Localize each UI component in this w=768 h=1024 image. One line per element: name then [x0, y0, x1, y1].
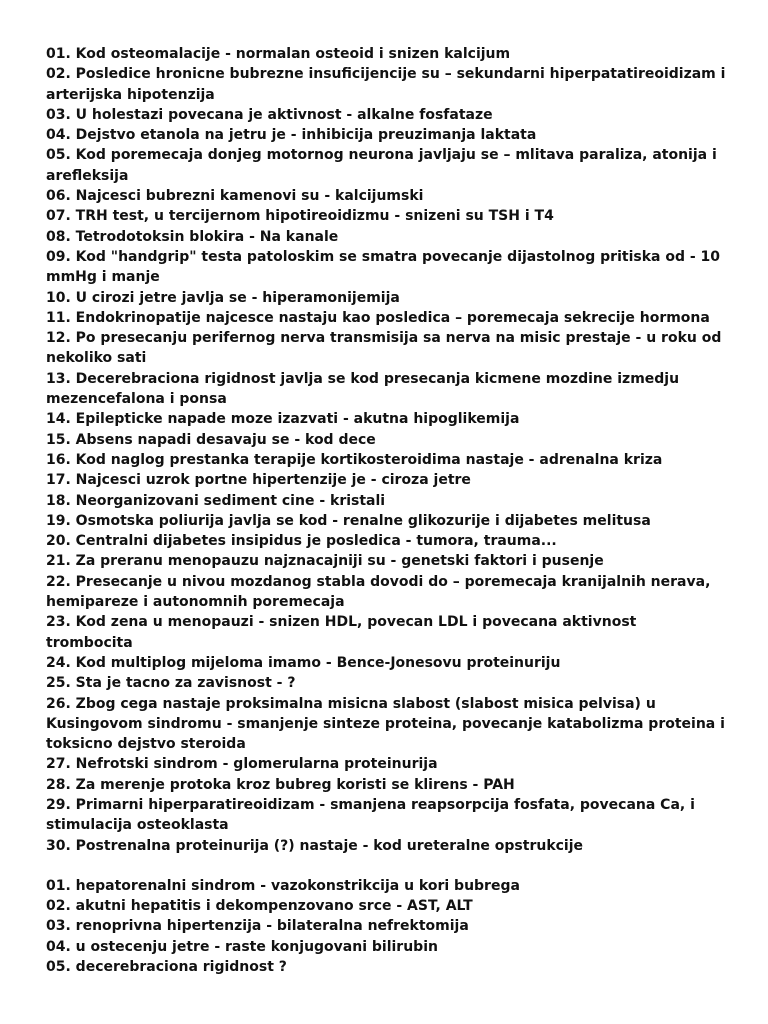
section-gap [46, 856, 726, 876]
list-item: 11. Endokrinopatije najcesce nastaju kao posledica – poremecaja sekrecije hormona [46, 309, 710, 326]
list-item: 03. renoprivna hipertenzija - bilateralna nefrektomija [46, 918, 469, 935]
list-item: 21. Za preranu menopauzu najznacajniji su - genetski faktori i pusenje [46, 553, 604, 570]
list-item: 16. Kod naglog prestanka terapije kortikosteroidima nastaje - adrenalna kriza [46, 451, 663, 468]
list-item: 25. Sta je tacno za zavisnost - ? [46, 675, 296, 692]
list-item: 13. Decerebraciona rigidnost javlja se kod presecanja kicmene mozdine izmedju mezencefalona i ponsa [46, 370, 684, 408]
list-item: 19. Osmotska poliurija javlja se kod - renalne glikozurije i dijabetes melitusa [46, 512, 651, 529]
list-item: 01. Kod osteomalacije - normalan osteoid i snizen kalcijum [46, 46, 511, 62]
list-item: 08. Tetrodotoksin blokira - Na kanale [46, 228, 339, 245]
list-item: 17. Najcesci uzrok portne hipertenzije je - ciroza jetre [46, 472, 471, 489]
list-item: 02. akutni hepatitis i dekompenzovano srce - AST, ALT [46, 898, 473, 915]
list-item: 24. Kod multiplog mijeloma imamo - Bence-Jonesovu proteinuriju [46, 654, 561, 671]
question-list-2 [46, 876, 726, 977]
list-item: 04. u ostecenju jetre - raste konjugovani bilirubin [46, 938, 438, 955]
list-item: 30. Postrenalna proteinurija (?) nastaje - kod ureteralne opstrukcije [46, 837, 584, 854]
list-item: 01. hepatorenalni sindrom - vazokonstrikcija u kori bubrega [46, 877, 520, 894]
list-item: 15. Absens napadi desavaju se - kod dece [46, 431, 376, 448]
list-item: 18. Neorganizovani sediment cine - kristali [46, 492, 386, 509]
list-item: 22. Presecanje u nivou mozdanog stabla dovodi do – poremecaja kranijalnih nerava, hemipareze i autonomnih poremecaja [46, 573, 716, 611]
list-item: 23. Kod zena u menopauzi - snizen HDL, povecan LDL i povecana aktivnost trombocita [46, 614, 642, 651]
list-item: 05. decerebraciona rigidnost ? [46, 959, 287, 976]
list-item: 28. Za merenje protoka kroz bubreg koristi se klirens - PAH [46, 776, 515, 793]
list-item: 03. U holestazi povecana je aktivnost - alkalne fosfataze [46, 106, 493, 123]
list-item: 02. Posledice hronicne bubrezne insuficijencije su – sekundarni hiperpatatireoidizam i arterijska hipotenzija [46, 66, 731, 103]
list-item: 09. Kod "handgrip" testa patoloskim se smatra povecanje dijastolnog pritiska od - 10 mmHg i manje [46, 248, 725, 286]
list-item: 04. Dejstvo etanola na jetru je - inhibicija preuzimanja laktata [46, 127, 537, 144]
list-item: 20. Centralni dijabetes insipidus je posledica - tumora, trauma... [46, 533, 557, 550]
list-item: 06. Najcesci bubrezni kamenovi su - kalcijumski [46, 188, 424, 205]
list-item: 12. Po presecanju perifernog nerva transmisija sa nerva na misic prestaje - u roku od nekoliko sati [46, 330, 727, 367]
list-item: 27. Nefrotski sindrom - glomerularna proteinurija [46, 756, 438, 773]
list-item: 26. Zbog cega nastaje proksimalna misicna slabost (slabost misica pelvisa) u Kusingovom sindromu - smanjenje sinteze proteina, povecanje katabolizma proteina i toksicno dejstvo steroida [46, 695, 730, 753]
question-list-1 [46, 44, 731, 856]
list-item: 10. U cirozi jetre javlja se - hiperamonijemija [46, 289, 400, 306]
list-item: 29. Primarni hiperparatireoidizam - smanjena reapsorpcija fosfata, povecana Ca, i stimulacija osteoklasta [46, 796, 700, 834]
list-item: 05. Kod poremecaja donjeg motornog neurona javljaju se – mlitava paraliza, atonija i arefleksija [46, 147, 722, 184]
list-item: 14. Epilepticke napade moze izazvati - akutna hipoglikemija [46, 411, 520, 428]
list-item: 07. TRH test, u tercijernom hipotireoidizmu - snizeni su TSH i T4 [46, 208, 554, 225]
document-page [46, 44, 731, 977]
